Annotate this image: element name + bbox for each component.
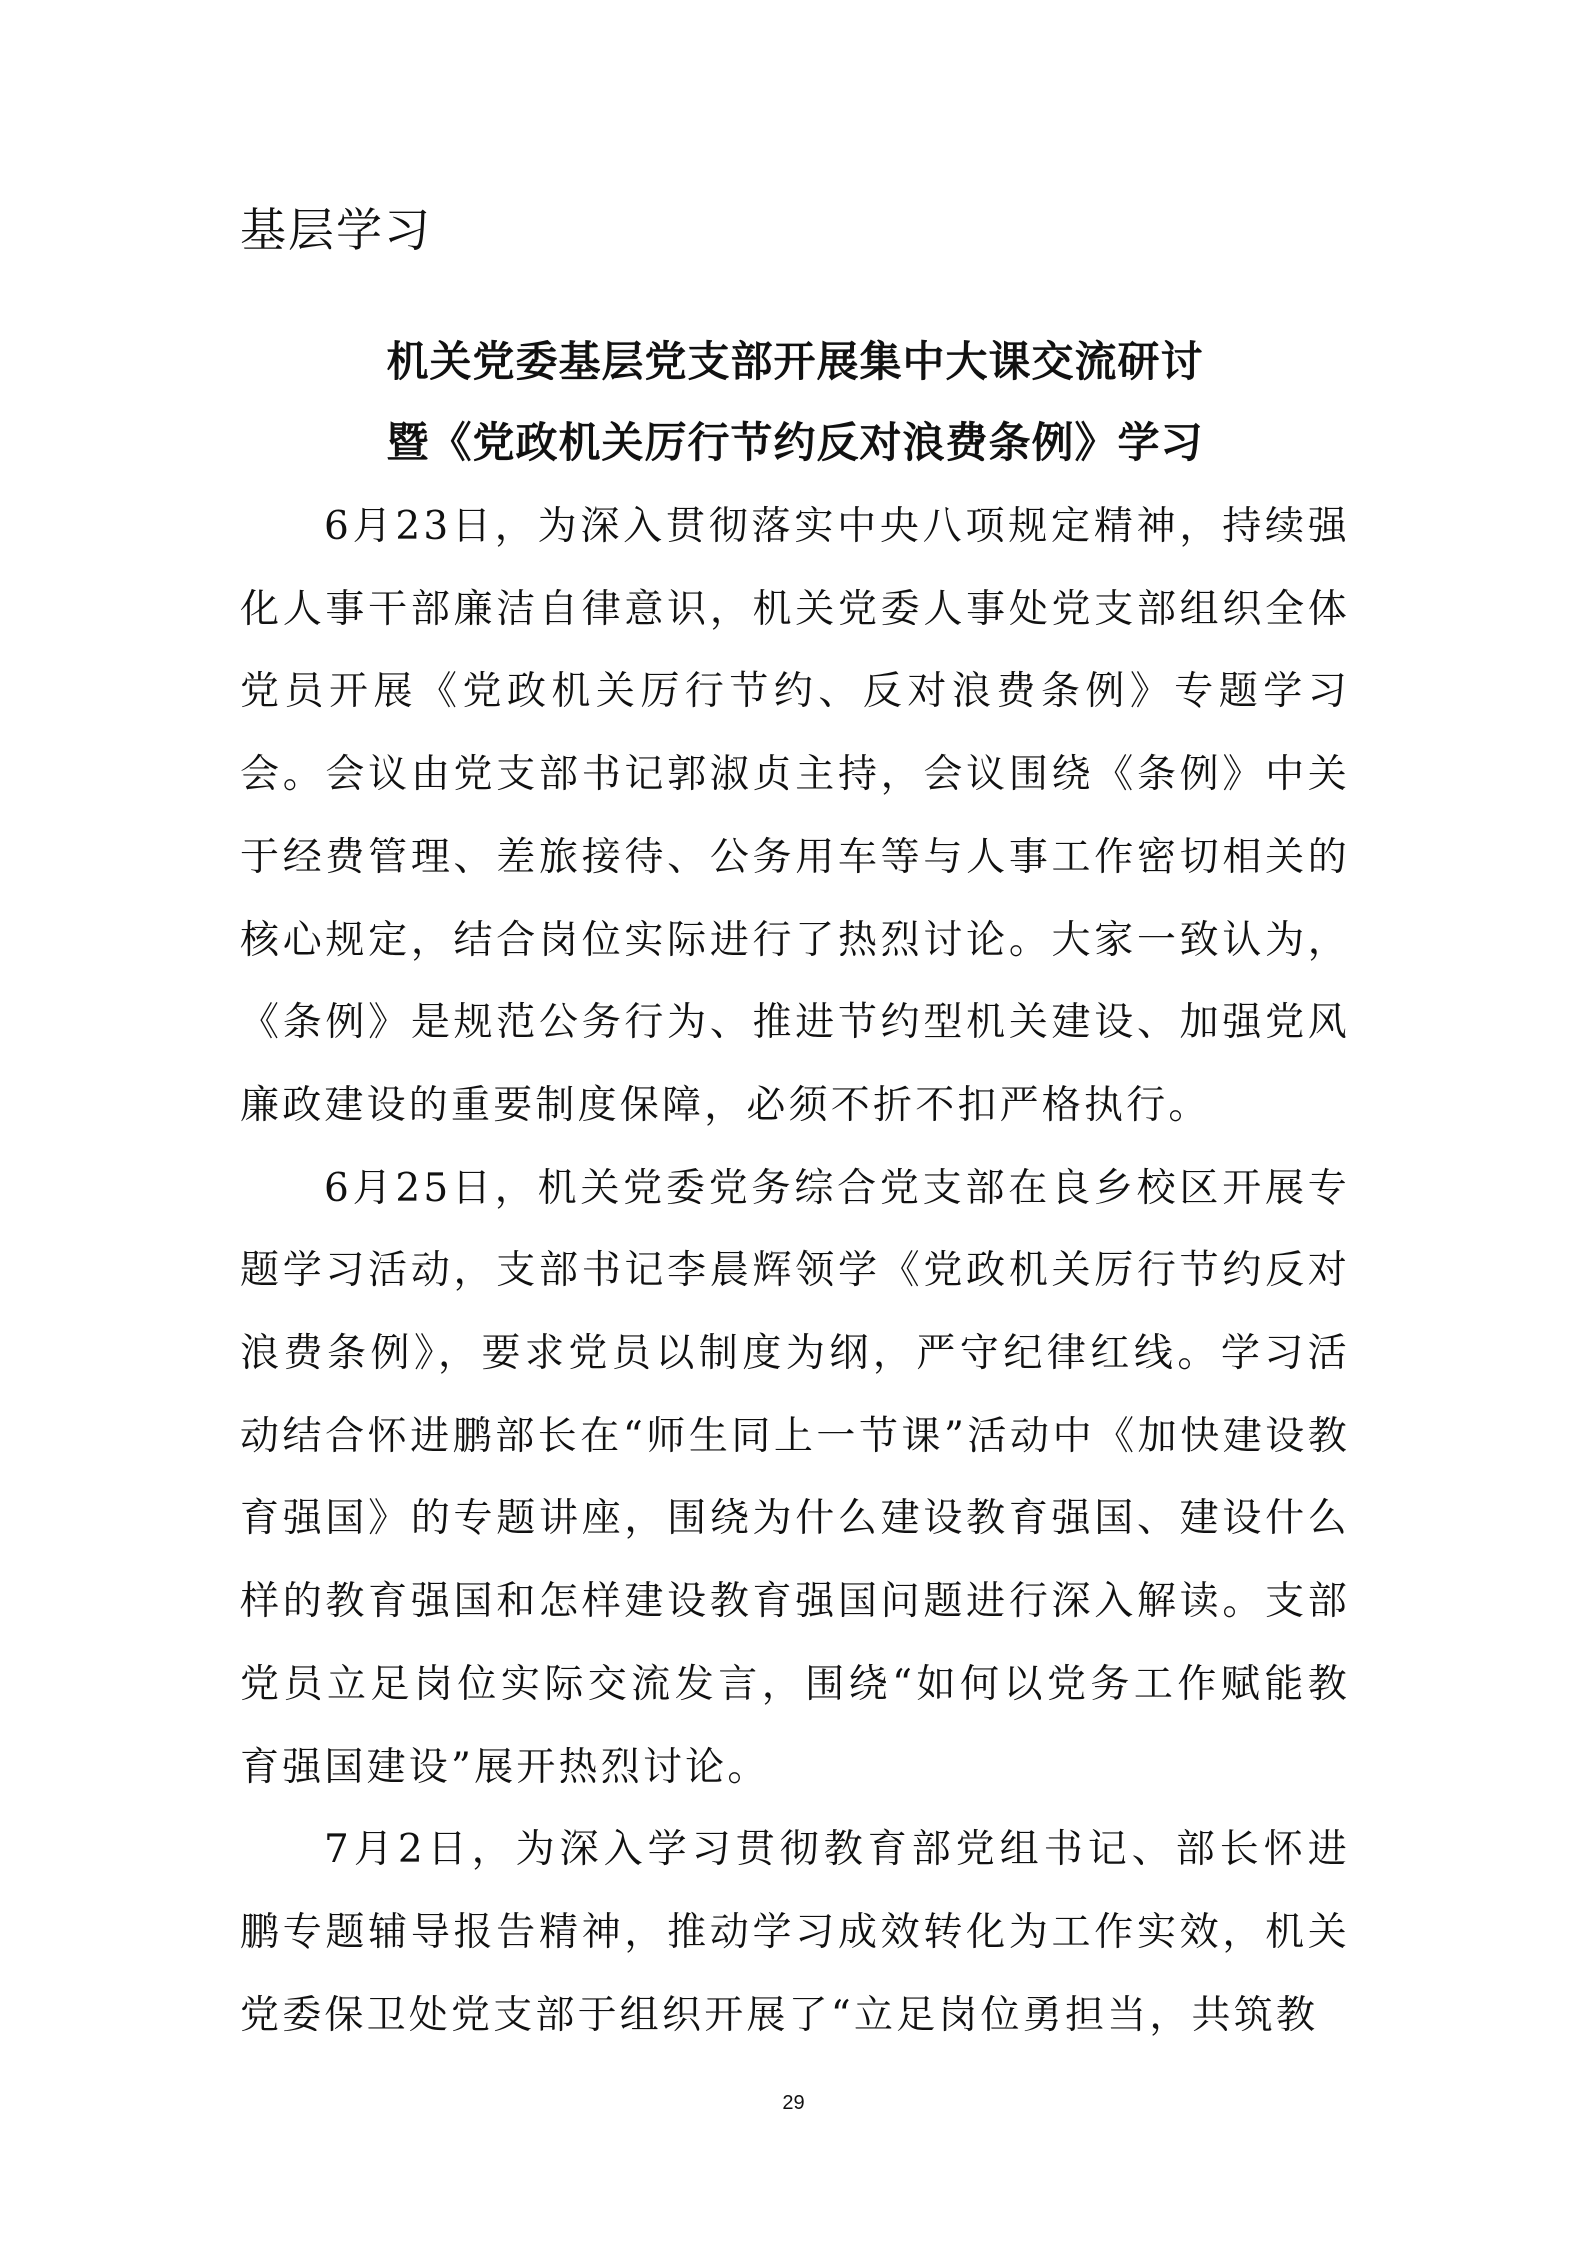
section-label: 基层学习	[240, 203, 432, 257]
page-number: 29	[782, 2092, 805, 2114]
article-body	[240, 486, 1350, 2057]
paragraph-july-2: 7月2日，为深入学习贯彻教育部党组书记、部长怀进鹏专题辅导报告精神，推动学习成效转化为工作实效，机关党委保卫处党支部于组织开展了“立足岗位勇担当，共筑教	[240, 1827, 1350, 2038]
article-title-line-2: 暨《党政机关厉行节约反对浪费条例》学习	[386, 418, 1204, 467]
article-title-line-1: 机关党委基层党支部开展集中大课交流研讨	[386, 337, 1204, 386]
paragraph-june-25: 6月25日，机关党委党务综合党支部在良乡校区开展专题学习活动，支部书记李晨辉领学《党政机关厉行节约反对浪费条例》，要求党员以制度为纲，严守纪律红线。学习活动结合怀进鹏部长在“师生同上一节课”活动中《加快建设教育强国》的专题讲座，围绕为什么建设教育强国、建设什么样的教育强国和怎样建设教育强国问题进行深入解读。支部党员立足岗位实际交流发言，围绕“如何以党务工作赋能教育强国建设”展开热烈讨论。	[240, 1165, 1350, 1790]
paragraph-june-23: 6月23日，为深入贯彻落实中央八项规定精神，持续强化人事干部廉洁自律意识，机关党委人事处党支部组织全体党员开展《党政机关厉行节约、反对浪费条例》专题学习会。会议由党支部书记郭淑贞主持，会议围绕《条例》中关于经费管理、差旅接待、公务用车等与人事工作密切相关的核心规定，结合岗位实际进行了热烈讨论。大家一致认为，《条例》是规范公务行为、推进节约型机关建设、加强党风廉政建设的重要制度保障，必须不折不扣严格执行。	[240, 504, 1350, 1128]
